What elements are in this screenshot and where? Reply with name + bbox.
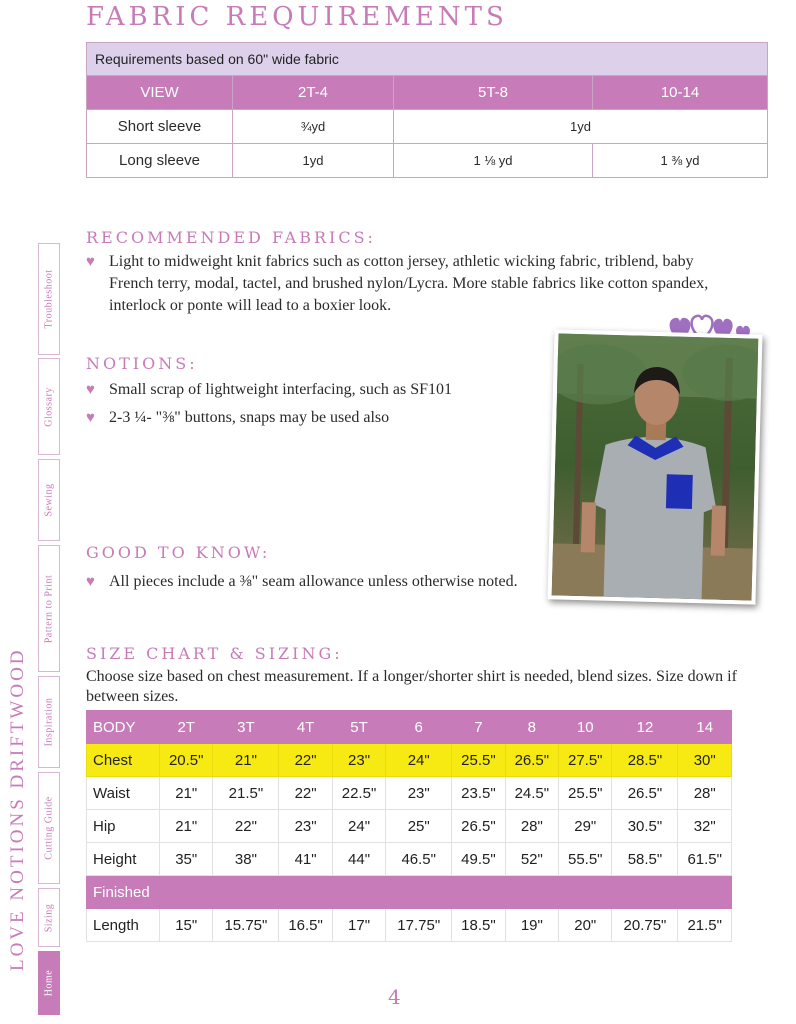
size-cell: 21.5" [213, 777, 279, 810]
size-cell: 24.5" [505, 777, 558, 810]
size-cell: 14 [678, 711, 732, 744]
size-cell: 20" [559, 909, 612, 942]
notions-item-text: 2-3 ¼- "⅜" buttons, snaps may be used also [109, 409, 390, 426]
size-chart-title: SIZE CHART & SIZING: [86, 644, 343, 663]
size-cell: 25.5" [452, 744, 505, 777]
size-cell: 24" [386, 744, 452, 777]
sidebar-tab-troubleshoot[interactable] [38, 243, 60, 355]
size-cell: 28.5" [612, 744, 678, 777]
sidebar-tab-inspiration[interactable] [38, 676, 60, 768]
size-cell: 55.5" [559, 843, 612, 876]
heart-icon: ♥ [86, 410, 95, 426]
req-cell: 1yd [233, 144, 394, 178]
finished-label: Finished [87, 876, 160, 909]
size-row-label: Height [87, 843, 160, 876]
sidebar-tab-label: Sewing [43, 483, 55, 517]
size-cell: 25.5" [559, 777, 612, 810]
size-cell: 44" [332, 843, 385, 876]
size-cell: 6 [386, 711, 452, 744]
req-row-label: Short sleeve [87, 110, 233, 144]
size-cell: 21" [213, 744, 279, 777]
model-photo [552, 333, 759, 600]
req-cell: ¾yd [233, 110, 394, 144]
size-cell: 28" [505, 810, 558, 843]
good-to-know-title: GOOD TO KNOW: [86, 543, 271, 562]
fabric-requirements-title: FABRIC REQUIREMENTS [86, 2, 508, 32]
size-cell: 21" [160, 810, 213, 843]
size-cell: 58.5" [612, 843, 678, 876]
finished-spacer-cell [559, 876, 612, 909]
size-chart-intro: Choose size based on chest measurement. If a longer/shorter shirt is needed, blend sizes. Size down if between sizes. [86, 668, 737, 705]
page-number: 4 [388, 985, 401, 1009]
sidebar-tab-glossary[interactable] [38, 358, 60, 455]
size-cell: 15.75" [213, 909, 279, 942]
sidebar-tab-label: Troubleshoot [43, 269, 55, 329]
requirements-note: Requirements based on 60" wide fabric [87, 43, 768, 76]
size-cell: 20.75" [612, 909, 678, 942]
size-cell: 16.5" [279, 909, 332, 942]
size-cell: 32" [678, 810, 732, 843]
size-cell: 7 [452, 711, 505, 744]
finished-spacer-cell [505, 876, 558, 909]
finished-spacer-cell [678, 876, 732, 909]
size-cell: 22" [279, 744, 332, 777]
req-cell: 1 ⅜ yd [593, 144, 768, 178]
size-cell: 18.5" [452, 909, 505, 942]
req-header-5t-8: 5T-8 [394, 76, 593, 110]
req-cell: 1yd [394, 110, 768, 144]
size-cell: 52" [505, 843, 558, 876]
size-cell: 26.5" [505, 744, 558, 777]
finished-spacer-cell [279, 876, 332, 909]
req-cell: 1 ⅛ yd [394, 144, 593, 178]
photo-frame [548, 329, 763, 604]
size-cell: 8 [505, 711, 558, 744]
sidebar-tab-cutting-guide[interactable] [38, 772, 60, 884]
size-cell: 5T [332, 711, 385, 744]
size-cell: 49.5" [452, 843, 505, 876]
recommended-fabrics-text: Light to midweight knit fabrics such as cotton jersey, athletic wicking fabric, triblend, baby French terry, modal, tactel, and brushed nylon/Lycra. More stable fabrics like cotton spandex, interlock or ponte will lead to a boxier look. [109, 253, 709, 314]
good-to-know-item [86, 571, 546, 593]
size-cell: 24" [332, 810, 385, 843]
size-cell: 30" [678, 744, 732, 777]
size-cell: 38" [213, 843, 279, 876]
notions-item-text: Small scrap of lightweight interfacing, such as SF101 [109, 381, 453, 398]
req-header-view: VIEW [87, 76, 233, 110]
size-cell: 12 [612, 711, 678, 744]
finished-spacer-cell [160, 876, 213, 909]
notions-item [86, 379, 546, 401]
finished-spacer-cell [452, 876, 505, 909]
size-cell: 23" [386, 777, 452, 810]
heart-icon: ♥ [86, 382, 95, 398]
req-header-2t-4: 2T-4 [233, 76, 394, 110]
sidebar-tab-sewing[interactable] [38, 459, 60, 541]
size-chart-table [86, 710, 732, 942]
req-header-10-14: 10-14 [593, 76, 768, 110]
recommended-fabrics-item [86, 251, 726, 317]
size-row-label: Waist [87, 777, 160, 810]
size-cell: 21.5" [678, 909, 732, 942]
size-cell: 15" [160, 909, 213, 942]
size-cell: 21" [160, 777, 213, 810]
size-cell: 25" [386, 810, 452, 843]
notions-item [86, 407, 546, 429]
finished-spacer-cell [332, 876, 385, 909]
size-cell: 22.5" [332, 777, 385, 810]
size-cell: 41" [279, 843, 332, 876]
size-cell: 46.5" [386, 843, 452, 876]
size-cell: 20.5" [160, 744, 213, 777]
size-row-label: Chest [87, 744, 160, 777]
size-cell: 17.75" [386, 909, 452, 942]
finished-spacer-cell [612, 876, 678, 909]
size-cell: 3T [213, 711, 279, 744]
heart-icon: ♥ [86, 574, 95, 590]
finished-spacer-cell [213, 876, 279, 909]
size-cell: 23" [279, 810, 332, 843]
sidebar-tab-sizing[interactable] [38, 888, 60, 947]
sidebar-tab-label: Inspiration [43, 697, 55, 747]
size-cell: 28" [678, 777, 732, 810]
req-row-label: Long sleeve [87, 144, 233, 178]
sidebar-tab-label: Home [43, 969, 55, 997]
size-cell: 23.5" [452, 777, 505, 810]
size-cell: 29" [559, 810, 612, 843]
size-row-label: BODY [87, 711, 160, 744]
sidebar-tab-label: Sizing [43, 903, 55, 932]
size-cell: 30.5" [612, 810, 678, 843]
size-cell: 26.5" [452, 810, 505, 843]
size-cell: 23" [332, 744, 385, 777]
sidebar-tab-label: Glossary [43, 386, 55, 427]
size-cell: 26.5" [612, 777, 678, 810]
size-cell: 35" [160, 843, 213, 876]
heart-icon: ♥ [86, 254, 95, 270]
size-cell: 27.5" [559, 744, 612, 777]
size-cell: 19" [505, 909, 558, 942]
good-to-know-text: All pieces include a ⅜" seam allowance unless otherwise noted. [109, 573, 518, 590]
fabric-requirements-table [86, 42, 768, 178]
size-cell: 2T [160, 711, 213, 744]
size-cell: 22" [213, 810, 279, 843]
size-cell: 61.5" [678, 843, 732, 876]
size-row-label: Hip [87, 810, 160, 843]
brand-vertical-title: LOVE NOTIONS DRIFTWOOD [7, 647, 28, 971]
sidebar-tab-home[interactable] [38, 951, 60, 1015]
size-cell: 22" [279, 777, 332, 810]
sidebar-tab-label: Cutting Guide [43, 796, 55, 860]
size-cell: 17" [332, 909, 385, 942]
size-cell: 10 [559, 711, 612, 744]
sidebar-tab-label: Pattern to Print [43, 574, 55, 643]
notions-title: NOTIONS: [86, 354, 198, 373]
sidebar-tab-pattern-to-print[interactable] [38, 545, 60, 672]
finished-spacer-cell [386, 876, 452, 909]
size-row-label: Length [87, 909, 160, 942]
size-cell: 4T [279, 711, 332, 744]
recommended-fabrics-title: RECOMMENDED FABRICS: [86, 228, 376, 247]
